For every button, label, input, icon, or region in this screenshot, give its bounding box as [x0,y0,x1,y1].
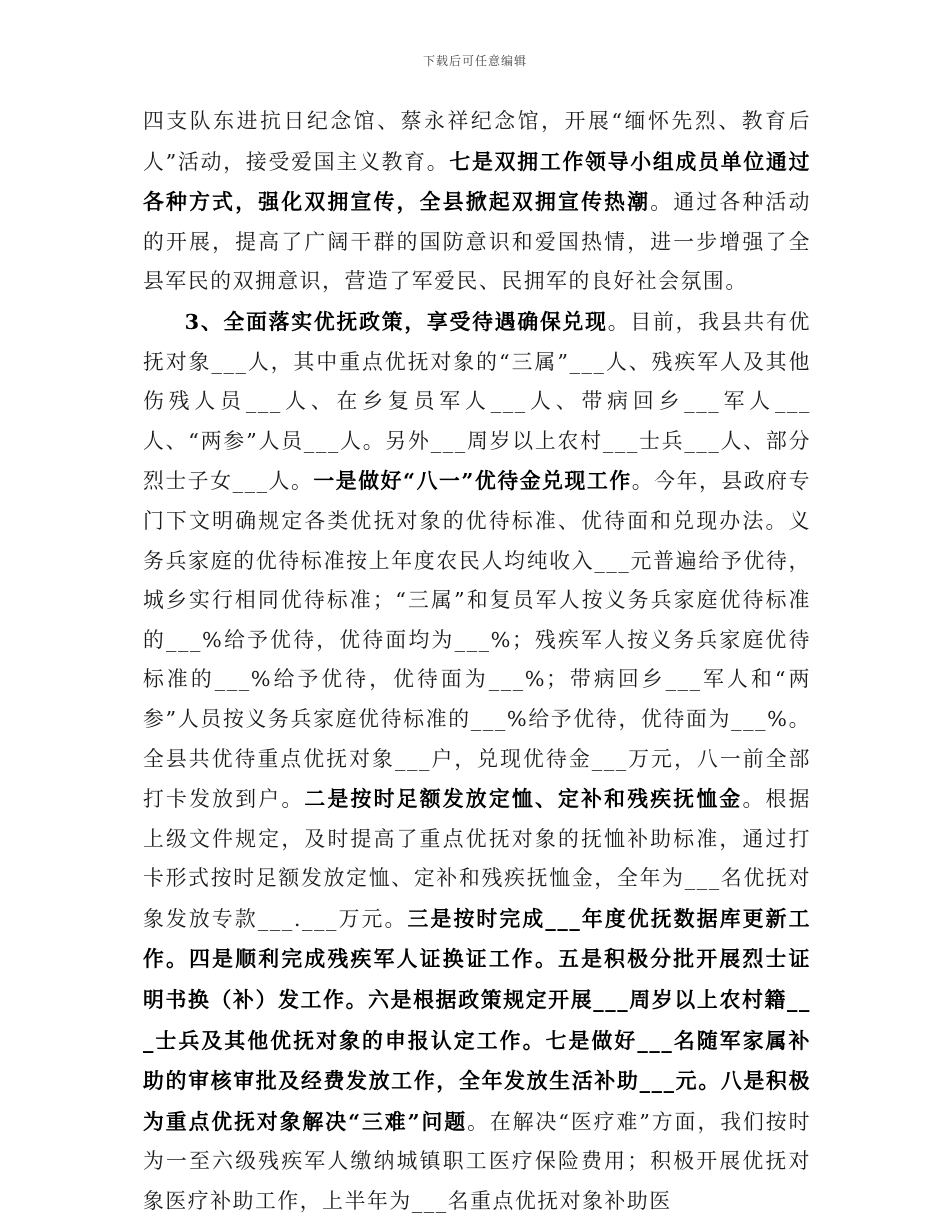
bold-text-run: 二是按时足额发放定恤、定补和残疾抚恤金 [304,786,743,812]
bold-text-run: 七是双拥工作领导小组成员单位通过各种方式，强化双拥宣传，全县掀起双拥宣传热潮 [143,148,812,215]
bold-text-run: 一是做好“八一”优待金兑现工作 [313,468,632,494]
text-run: 。今年，县政府专门下文明确规定各类优抚对象的优待标准、优待面和兑现办法。义务兵家庭的优待标准按上年度农民人均纯收入___元普遍给予优待，城乡实行相同优待标准；“三属”和复员军人按义务兵家庭优待标准的___%给予优待，优待面均为___%；残疾军人按义务兵家庭优待标准的___%给予优待，优待面为___%；带病回乡___军人和“两参”人员按义务兵家庭优待标准的___%给予优待，优待面为___%。全县共优待重点优抚对象___户，兑现优待金___万元，八一前全部打卡发放到户。 [143,469,811,812]
text-run: 。在解决“医疗难”方面，我们按时为一至六级残疾军人缴纳城镇职工医疗保险费用；积极开展优抚对象医疗补助工作，上半年为___名重点优抚对象补助医 [143,1109,811,1214]
text-run: 。通过各种活动的开展，提高了广阔干群的国防意识和爱国热情，进一步增强了全县军民的双拥意识，营造了军爱民、民拥军的良好社会氛围。 [143,190,812,294]
document-body [143,102,811,1222]
bold-text-run: 六是根据政策规定开展___周岁以上农村籍___士兵及其他优抚对象的申报认定工作。七是做好___名随军家属补助的审核审批及经费发放工作，全年发放生活补助___元。八是积极为重点优抚对象解决“三难”问题 [143,987,811,1134]
text-run: 。根据上级文件规定，及时提高了重点优抚对象的抚恤补助标准，通过打卡形式按时足额发放定恤、定补和残疾抚恤金，全年为___名优抚对象发放专款___.___万元。 [143,787,811,931]
paragraph [143,102,811,302]
text-run: 四支队东进抗日纪念馆、蔡永祥纪念馆，开展“缅怀先烈、教育后人”活动，接受爱国主义教育。 [143,109,811,174]
page-header: 下载后可任意编辑 [422,54,527,68]
bold-text-run: 三是按时完成___年度优抚数据库更新工作。四是顺利完成残疾军人证换证工作。五是积极分批开展烈士证明书换（补）发工作。 [143,905,811,1013]
text-run: 。目前，我县共有优抚对象___人，其中重点优抚对象的“三属”___人、残疾军人及其他伤残人员___人、在乡复员军人___人、带病回乡___军人___人、“两参”人员___人。另外___周岁以上农村___士兵___人、部分烈士子女___人。 [143,309,811,494]
paragraph [143,302,811,1222]
section-heading: 3、全面落实优抚政策，享受待遇确保兑现 [184,308,608,334]
